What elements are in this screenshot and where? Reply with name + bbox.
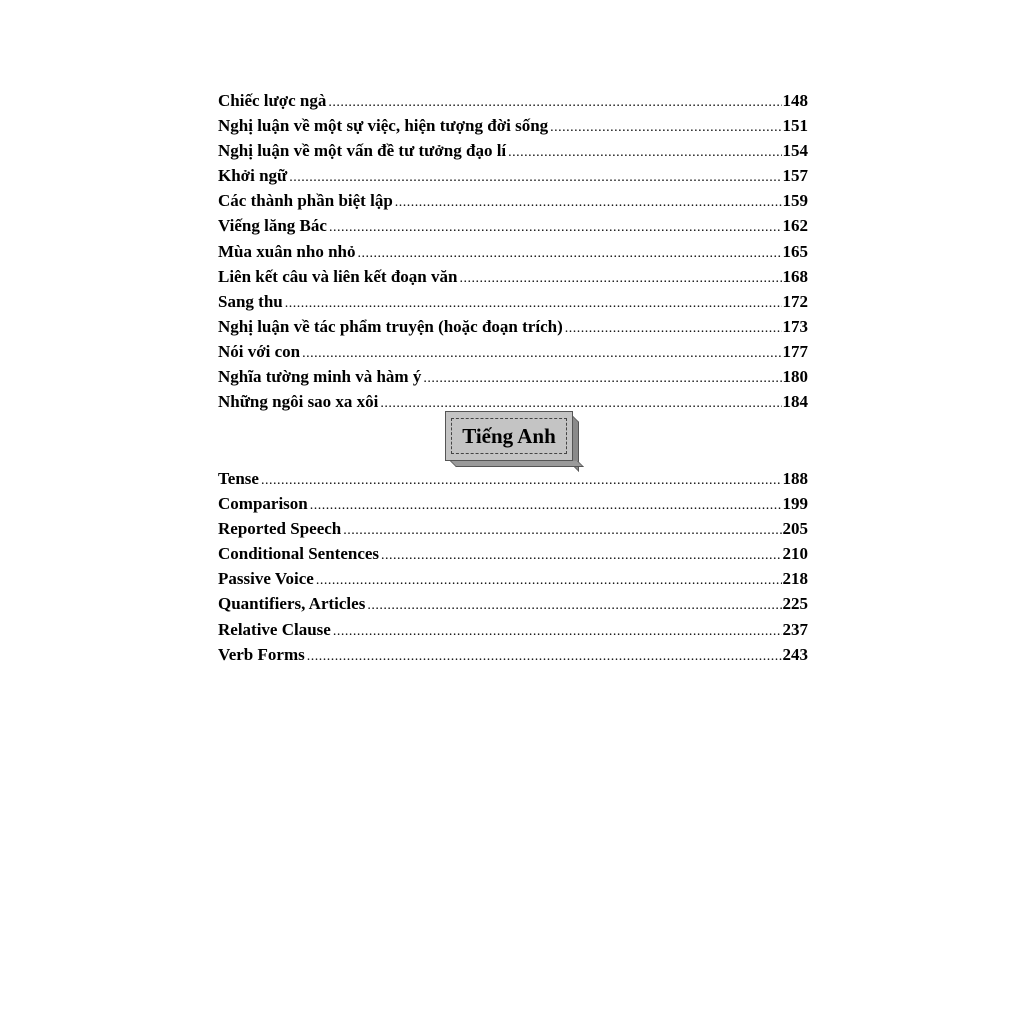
toc-entry-page: 225 bbox=[782, 594, 808, 614]
toc-leader-dots bbox=[367, 593, 781, 618]
toc-entry[interactable] bbox=[218, 591, 808, 616]
toc-entry-page: 148 bbox=[782, 91, 808, 110]
toc-entry[interactable] bbox=[218, 491, 808, 516]
toc-entry-title: Mùa xuân nho nhỏ bbox=[218, 241, 356, 261]
toc-leader-dots bbox=[508, 140, 781, 165]
toc-entry-title: Nghị luận về một vấn đề tư tưởng đạo lí bbox=[218, 141, 507, 161]
toc-entry-page: 210 bbox=[782, 544, 808, 564]
toc-entry-title: Quantifiers, Articles bbox=[218, 594, 366, 614]
toc-entry-page: 162 bbox=[782, 216, 808, 236]
toc-entry[interactable] bbox=[218, 364, 808, 389]
toc-entry-title: Verb Forms bbox=[218, 644, 305, 664]
toc-entry[interactable] bbox=[218, 88, 808, 113]
toc-entry-page: 188 bbox=[782, 469, 808, 488]
toc-entry[interactable] bbox=[218, 113, 808, 138]
toc-entry-title: Sang thu bbox=[218, 291, 283, 311]
toc-leader-dots bbox=[302, 341, 781, 366]
toc-entry-title: Comparison bbox=[218, 494, 308, 514]
toc-entry-page: 177 bbox=[782, 341, 808, 361]
toc-leader-dots bbox=[328, 90, 781, 115]
toc-leader-dots bbox=[285, 291, 782, 316]
toc-entry-title: Chiếc lược ngà bbox=[218, 91, 327, 110]
toc-leader-dots bbox=[565, 316, 782, 341]
toc-entry-page: 180 bbox=[782, 367, 808, 387]
toc-leader-dots bbox=[395, 190, 782, 215]
toc-leader-dots bbox=[357, 241, 781, 266]
toc-leader-dots bbox=[343, 518, 781, 543]
toc-leader-dots bbox=[550, 115, 781, 140]
toc-entry-title: Liên kết câu và liên kết đoạn văn bbox=[218, 266, 458, 286]
heading-box-dashed-frame bbox=[451, 418, 567, 454]
toc-entry-title: Khởi ngữ bbox=[218, 166, 288, 186]
toc-entry[interactable] bbox=[218, 339, 808, 364]
toc-entry[interactable] bbox=[218, 314, 808, 339]
section-heading-label: Tiếng Anh bbox=[462, 423, 556, 448]
toc-entry-page: 157 bbox=[782, 166, 808, 186]
toc-leader-dots bbox=[333, 619, 782, 644]
toc-leader-dots bbox=[423, 366, 781, 391]
toc-leader-dots bbox=[307, 644, 782, 669]
toc-entry-page: 199 bbox=[782, 494, 808, 514]
toc-entry-title: Passive Voice bbox=[218, 569, 314, 589]
toc-leader-dots bbox=[329, 215, 782, 240]
toc-entry-page: 165 bbox=[782, 241, 808, 261]
toc-entry-title: Nghĩa tường minh và hàm ý bbox=[218, 367, 422, 387]
toc-entry-title: Nghị luận về một sự việc, hiện tượng đời sống bbox=[218, 116, 549, 136]
toc-entry-page: 184 bbox=[782, 392, 808, 412]
toc-entry[interactable] bbox=[218, 188, 808, 213]
toc-entry-page: 237 bbox=[782, 619, 808, 639]
toc-entry[interactable] bbox=[218, 566, 808, 591]
toc-entry-title: Tense bbox=[218, 469, 259, 488]
toc-entry[interactable] bbox=[218, 642, 808, 667]
toc-entry-page: 168 bbox=[782, 266, 808, 286]
toc-entry[interactable] bbox=[218, 138, 808, 163]
toc-entry-page: 151 bbox=[782, 116, 808, 136]
toc-entry-page: 159 bbox=[782, 191, 808, 211]
toc-english-list bbox=[218, 466, 808, 667]
heading-box bbox=[445, 411, 573, 461]
toc-leader-dots bbox=[381, 543, 781, 568]
toc-entry-page: 205 bbox=[782, 519, 808, 539]
toc-entry-title: Nghị luận về tác phẩm truyện (hoặc đoạn trích) bbox=[218, 316, 563, 336]
toc-entry[interactable] bbox=[218, 239, 808, 264]
toc-entry-title: Relative Clause bbox=[218, 619, 331, 639]
toc-leader-dots bbox=[289, 165, 781, 190]
toc-entry[interactable] bbox=[218, 163, 808, 188]
toc-entry[interactable] bbox=[218, 541, 808, 566]
toc-entry[interactable] bbox=[218, 264, 808, 289]
toc-leader-dots bbox=[316, 568, 782, 593]
toc-entry-title: Viếng lăng Bác bbox=[218, 216, 327, 236]
toc-entry-page: 218 bbox=[782, 569, 808, 589]
toc-entry[interactable] bbox=[218, 289, 808, 314]
toc-literature-list bbox=[218, 88, 808, 414]
toc-entry-page: 243 bbox=[782, 644, 808, 664]
section-heading-english bbox=[445, 411, 579, 467]
toc-entry-page: 154 bbox=[782, 141, 808, 161]
toc-entry[interactable] bbox=[218, 516, 808, 541]
toc-entry[interactable] bbox=[218, 617, 808, 642]
toc-leader-dots bbox=[310, 493, 782, 518]
toc-leader-dots bbox=[261, 468, 782, 493]
toc-entry[interactable] bbox=[218, 213, 808, 238]
toc-entry-page: 173 bbox=[782, 316, 808, 336]
toc-leader-dots bbox=[380, 391, 781, 416]
toc-entry-title: Reported Speech bbox=[218, 519, 342, 539]
toc-leader-dots bbox=[459, 266, 781, 291]
toc-entry-title: Các thành phần biệt lập bbox=[218, 191, 393, 211]
toc-entry-title: Những ngôi sao xa xôi bbox=[218, 392, 379, 412]
toc-entry[interactable] bbox=[218, 466, 808, 491]
toc-entry-title: Nói với con bbox=[218, 341, 301, 361]
toc-entry-page: 172 bbox=[782, 291, 808, 311]
toc-entry-title: Conditional Sentences bbox=[218, 544, 380, 564]
